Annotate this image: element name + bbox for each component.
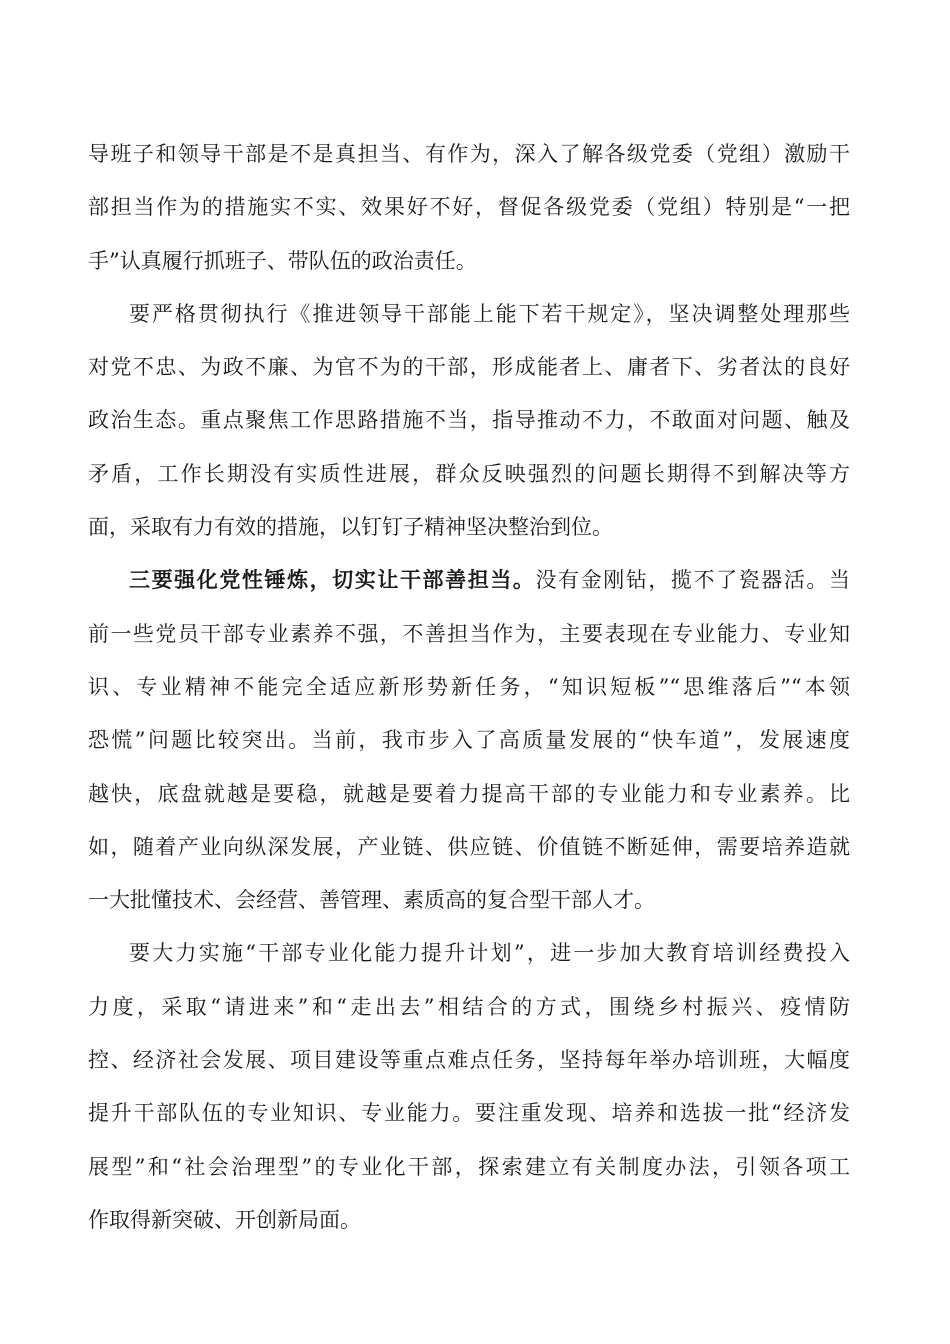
paragraph-3-line-7: 一大批懂技术、会经营、善管理、素质高的复合型干部人才。 [88, 888, 655, 913]
paragraph-3-line-2: 前一些党员干部专业素养不强，不善担当作为，主要表现在专业能力、专业知 [88, 621, 850, 646]
paragraph-4-line-1: 要大力实施“干部专业化能力提升计划”，进一步加大教育培训经费投入 [129, 941, 850, 966]
paragraph-2-line-4: 矛盾，工作长期没有实质性进展，群众反映强烈的问题长期得不到解决等方 [88, 461, 850, 486]
paragraph-1-line-1: 导班子和领导干部是不是真担当、有作为，深入了解各级党委（党组）激励干 [88, 142, 850, 166]
paragraph-1-line-3: 手”认真履行抓班子、带队伍的政治责任。 [88, 248, 477, 273]
paragraph-2-line-5: 面，采取有力有效的措施，以钉钉子精神坚决整治到位。 [88, 515, 613, 540]
paragraph-4-line-4: 提升干部队伍的专业知识、专业能力。要注重发现、培养和选拔一批“经济发 [88, 1101, 850, 1126]
paragraph-4-line-3: 控、经济社会发展、项目建设等重点难点任务，坚持每年举办培训班，大幅度 [88, 1048, 850, 1073]
section-heading: 三要强化党性锤炼，切实让干部善担当。 [129, 568, 536, 593]
paragraph-4-line-2: 力度，采取“请进来”和“走出去”相结合的方式，围绕乡村振兴、疫情防 [88, 994, 850, 1019]
paragraph-1-line-2: 部担当作为的措施实不实、效果好不好，督促各级党委（党组）特别是“一把 [88, 195, 850, 220]
document-body [88, 128, 850, 1247]
paragraph-4-line-6: 作取得新突破、开创新局面。 [88, 1207, 361, 1232]
paragraph-3-line-5: 越快，底盘就越是要稳，就越是要着力提高干部的专业能力和专业素养。比 [88, 781, 850, 806]
paragraph-3-line-6: 如，随着产业向纵深发展，产业链、供应链、价值链不断延伸，需要培养造就 [88, 834, 850, 859]
paragraph-2-line-3: 政治生态。重点聚焦工作思路措施不当，指导推动不力，不敢面对问题、触及 [88, 408, 850, 433]
paragraph-2-line-1: 要严格贯彻执行《推进领导干部能上能下若干规定》，坚决调整处理那些 [129, 301, 850, 326]
paragraph-3-first-rest: 没有金刚钻，揽不了瓷器活。当 [535, 568, 850, 593]
paragraph-4-line-5: 展型”和“社会治理型”的专业化干部，探索建立有关制度办法，引领各项工 [88, 1154, 850, 1179]
paragraph-3-line-1 [88, 554, 850, 607]
paragraph-2-line-2: 对党不忠、为政不廉、为官不为的干部，形成能者上、庸者下、劣者汰的良好 [88, 355, 850, 380]
paragraph-3-line-3: 识、专业精神不能完全适应新形势新任务，“知识短板”“思维落后”“本领 [88, 674, 850, 699]
paragraph-3-line-4: 恐慌”问题比较突出。当前，我市步入了高质量发展的“快车道”，发展速度 [88, 728, 850, 753]
